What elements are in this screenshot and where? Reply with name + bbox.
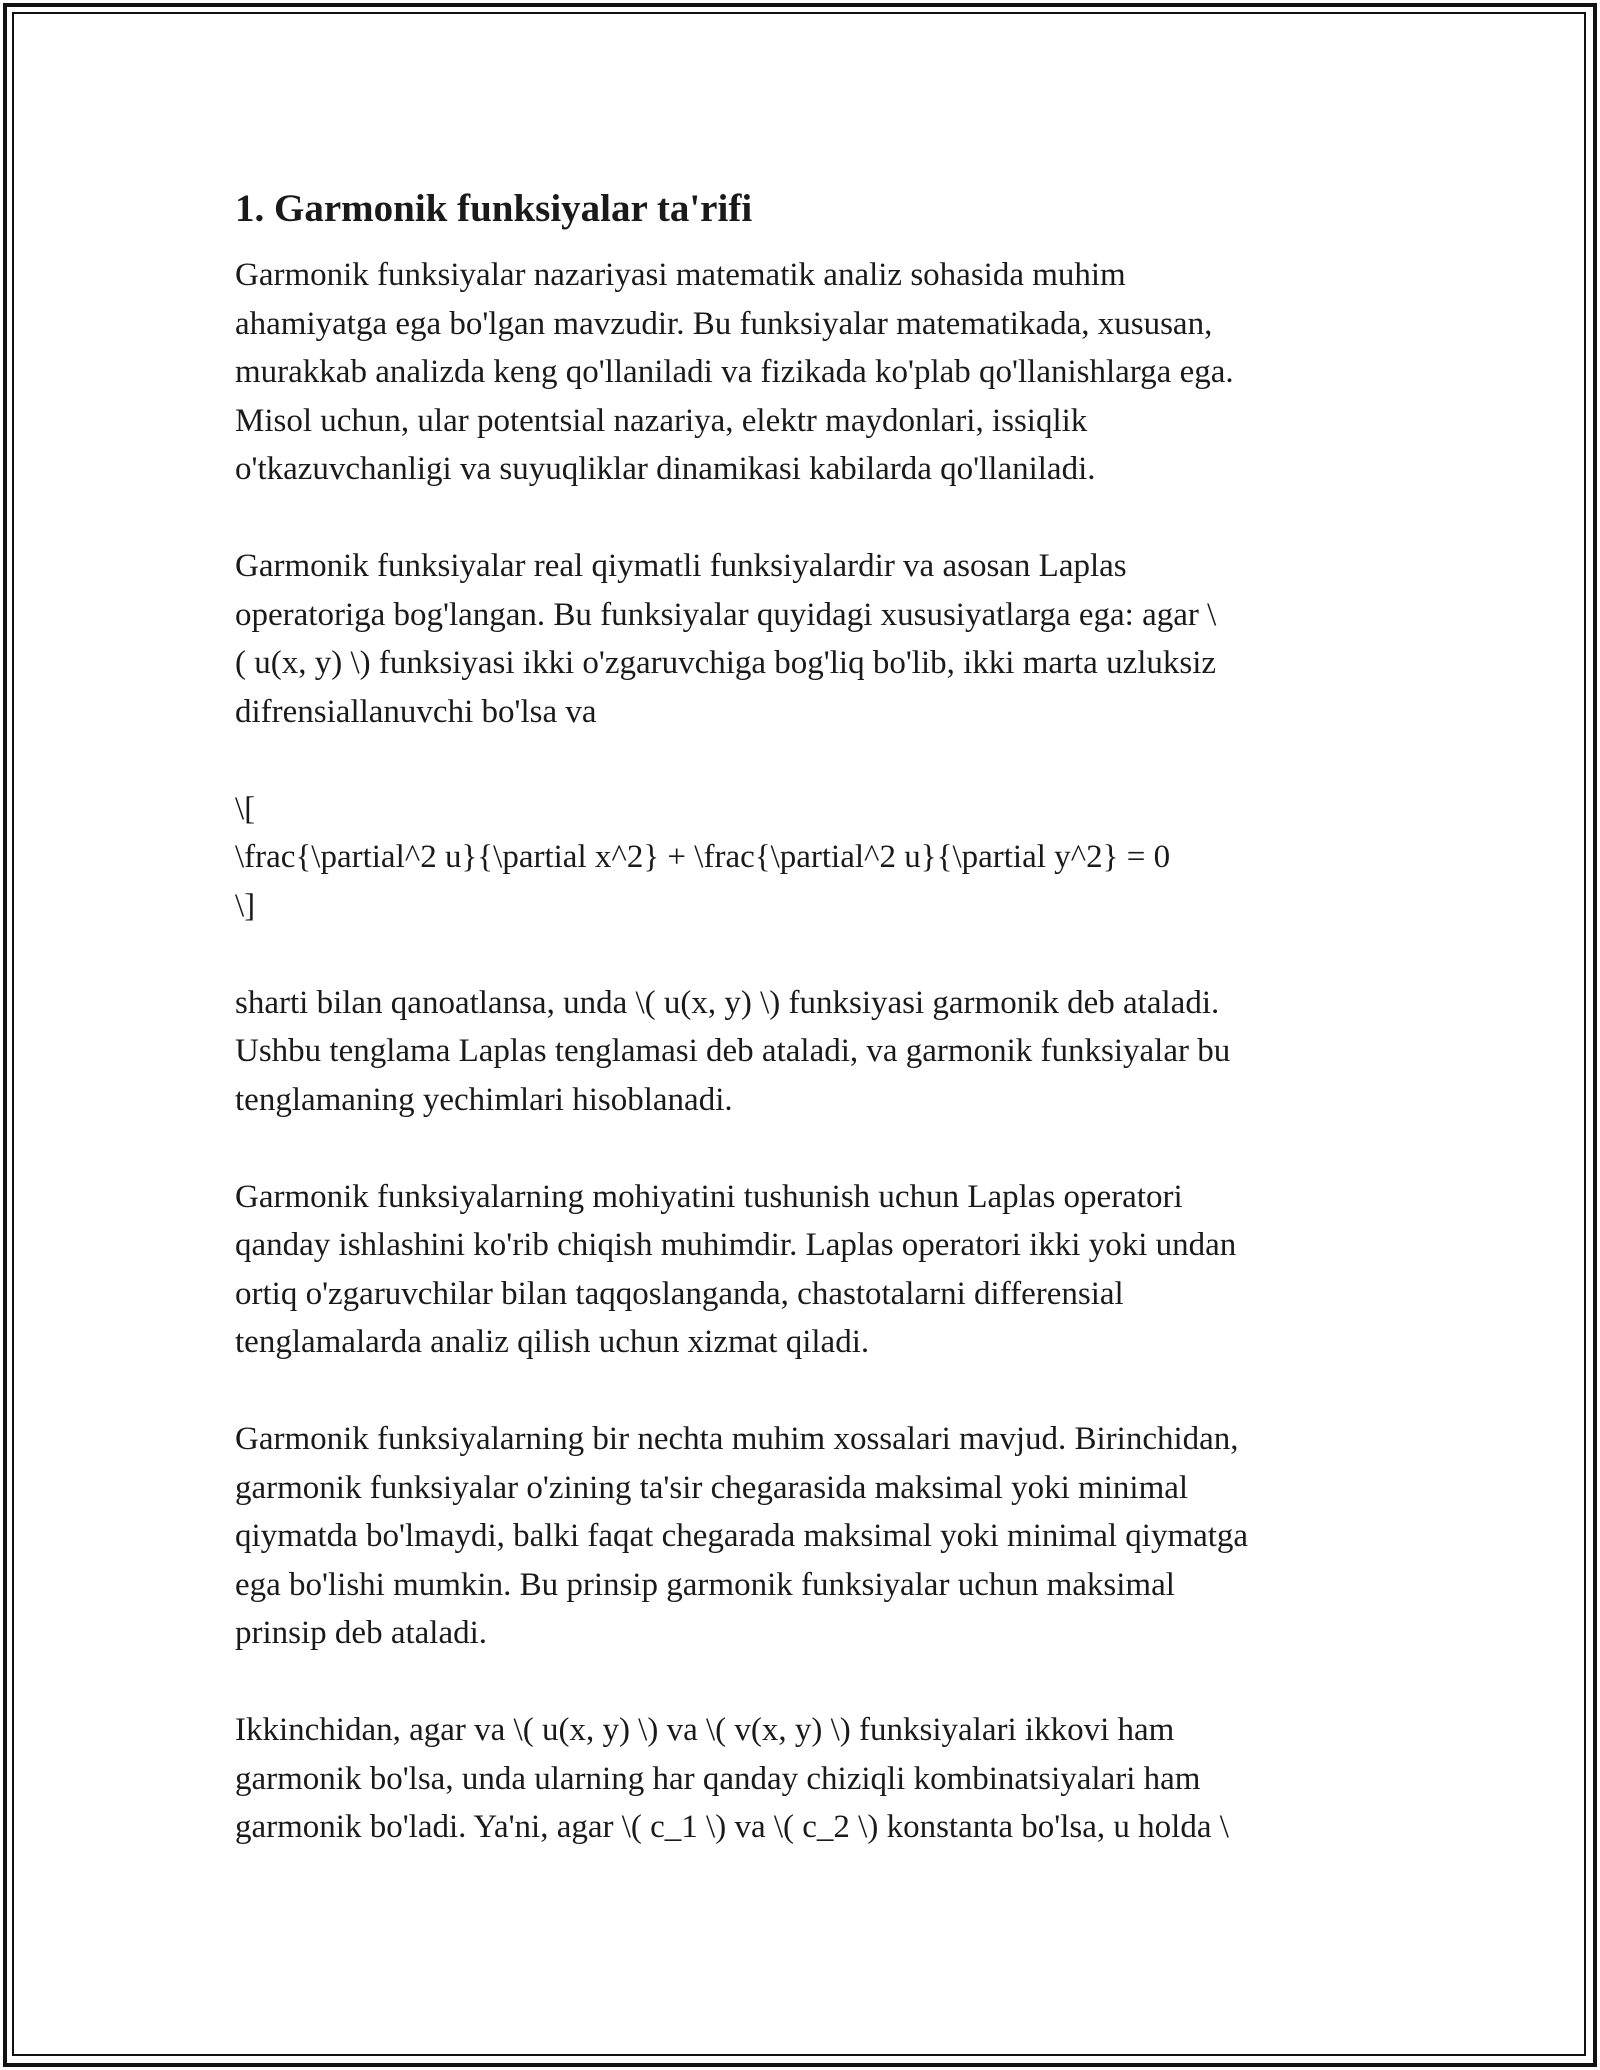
document-page [235,184,1385,1900]
paragraph-condition: sharti bilan qanoatlansa, unda \( u(x, y) \) funksiyasi garmonik deb ataladi. Ushbu tenglama Laplas tenglamasi deb ataladi, va garmonik funksiyalar bu tenglamaning yechimlari hisoblanadi. [235,984,1231,1118]
paragraph-linearity: Ikkinchidan, agar va \( u(x, y) \) va \( v(x, y) \) funksiyalari ikkovi ham garmonik bo'lsa, unda ularning har qanday chiziqli kombinatsiyalari ham garmonik bo'ladi. Ya'ni, agar \( c_1 \) va \( c_2 \) konstanta bo'lsa, u holda \ [235,1712,1229,1845]
paragraph-definition: Garmonik funksiyalar real qiymatli funksiyalardir va asosan Laplas operatoriga bog'langan. Bu funksiyalar quyidagi xususiyatlarga ega: agar \ ( u(x, y) \) funksiyasi ikki o'zgaruvchiga bog'liq bo'lib, ikki marta uzluksiz difrensiallanuvchi bo'lsa va [235,548,1217,730]
paragraph-operator: Garmonik funksiyalarning mohiyatini tushunish uchun Laplas operatori qanday ishlashini ko'rib chiqish muhimdir. Laplas operatori ikki yoki undan ortiq o'zgaruvchilar bilan taqqoslanganda, chastotalarni differensial tenglamalarda analiz qilish uchun xizmat qiladi. [235,1178,1237,1360]
section-heading: 1. Garmonik funksiyalar ta'rifi [235,187,753,230]
equation-laplace: \[ \frac{\partial^2 u}{\partial x^2} + \frac{\partial^2 u}{\partial y^2} = 0 \] [235,790,1171,924]
paragraph-intro: Garmonik funksiyalar nazariyasi matematik analiz sohasida muhim ahamiyatga ega bo'lgan mavzudir. Bu funksiyalar matematikada, xususan, murakkab analizda keng qo'llaniladi va fizikada ko'plab qo'llanishlarga ega. Misol uchun, ular potentsial nazariya, elektr maydonlari, issiqlik o'tkazuvchanligi va suyuqliklar dinamikasi kabilarda qo'llaniladi. [235,257,1234,487]
paragraph-maximum-principle: Garmonik funksiyalarning bir nechta muhim xossalari mavjud. Birinchidan, garmonik funksiyalar o'zining ta'sir chegarasida maksimal yoki minimal qiymatda bo'lmaydi, balki faqat chegarada maksimal yoki minimal qiymatga ega bo'lishi mumkin. Bu prinsip garmonik funksiyalar uchun maksimal prinsip deb ataladi. [235,1421,1249,1651]
